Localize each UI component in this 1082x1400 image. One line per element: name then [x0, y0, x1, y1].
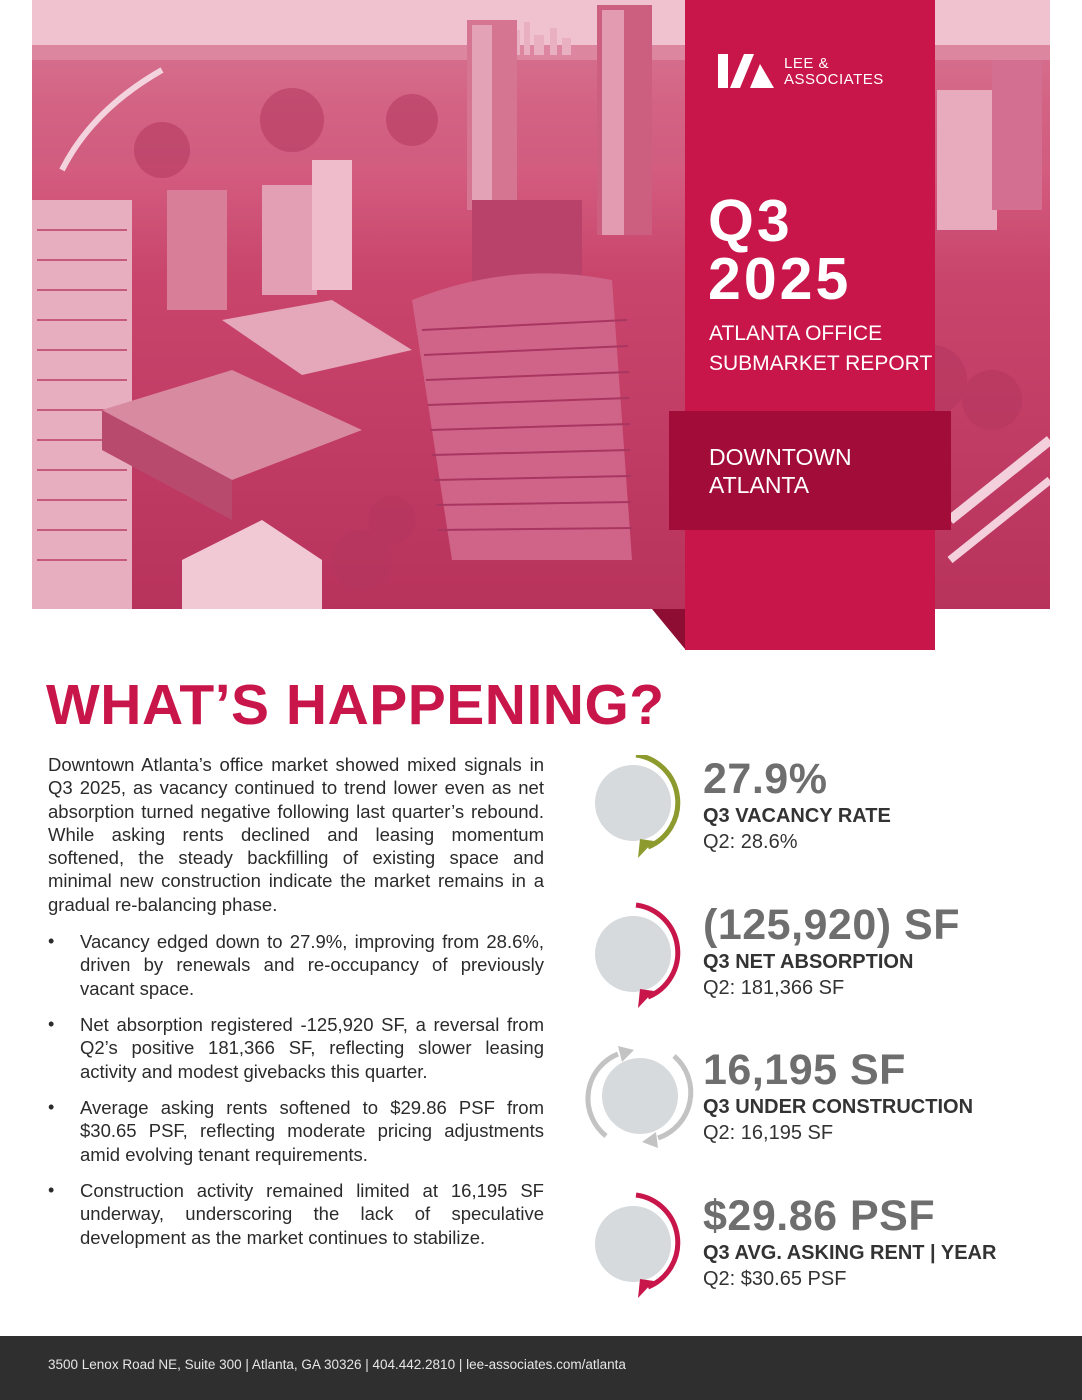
- report-year: 2025: [708, 246, 852, 312]
- stat-value: $29.86 PSF: [703, 1192, 936, 1240]
- logo-text-line1: LEE &: [784, 55, 830, 72]
- submarket-box: [669, 411, 951, 530]
- bullet-text: Average asking rents softened to $29.86 PSF from $30.65 PSF, reflecting moderate pricing adjustments amid evolving tenant requirements.: [80, 1097, 544, 1165]
- submarket-line1: DOWNTOWN: [709, 444, 852, 470]
- bullet-symbol: •: [48, 1097, 55, 1117]
- stat-vacancy-rate: [578, 755, 1058, 885]
- trend-down-arrow-icon: [578, 755, 698, 865]
- logo-mark-icon: [716, 52, 776, 92]
- stat-label: Q3 UNDER CONSTRUCTION: [703, 1096, 974, 1118]
- section-headline: WHAT’S HAPPENING?: [46, 673, 665, 737]
- logo-text-line2: ASSOCIATES: [784, 71, 884, 88]
- trend-down-arrow-icon: [578, 901, 698, 1011]
- report-title-line1: ATLANTA OFFICE: [709, 322, 883, 345]
- bullet-text: Vacancy edged down to 27.9%, improving from 28.6%, driven by renewals and re-occupancy of previously vacant space.: [80, 931, 544, 999]
- footer-contact: 3500 Lenox Road NE, Suite 300 | Atlanta, GA 30326 | 404.442.2810 | lee-associates.com/atlanta: [48, 1357, 626, 1372]
- trend-down-arrow-icon: [578, 1192, 698, 1302]
- stat-value: 27.9%: [703, 755, 828, 803]
- bullet-symbol: •: [48, 931, 55, 951]
- bullet-symbol: •: [48, 1180, 55, 1200]
- stat-label: Q3 NET ABSORPTION: [703, 951, 914, 973]
- logo-text: [784, 56, 884, 88]
- submarket-line2: ATLANTA: [709, 472, 810, 498]
- no-change-cycle-icon: [578, 1046, 698, 1156]
- stat-previous: Q2: 28.6%: [703, 831, 798, 853]
- stat-value: (125,920) SF: [703, 901, 960, 949]
- stat-asking-rent: [578, 1192, 1058, 1322]
- report-title-line2: SUBMARKET REPORT: [709, 352, 933, 375]
- bullet-text: Construction activity remained limited at 16,195 SF underway, underscoring the lack of speculative development as the market continues to stabilize.: [80, 1180, 544, 1248]
- stat-label: Q3 AVG. ASKING RENT | YEAR: [703, 1242, 997, 1264]
- panel-fold-shadow: [652, 609, 685, 649]
- bullet-symbol: •: [48, 1014, 55, 1034]
- stat-previous: Q2: 181,366 SF: [703, 977, 845, 999]
- lee-associates-logo: [716, 52, 906, 92]
- stat-under-construction: [578, 1046, 1058, 1176]
- stat-previous: Q2: 16,195 SF: [703, 1122, 834, 1144]
- stat-net-absorption: [578, 901, 1058, 1031]
- report-quarter: Q3: [708, 188, 793, 254]
- stat-label: Q3 VACANCY RATE: [703, 805, 891, 827]
- stat-previous: Q2: $30.65 PSF: [703, 1268, 847, 1290]
- bullet-text: Net absorption registered -125,920 SF, a reversal from Q2’s positive 181,366 SF, reflecting slower leasing activity and modest givebacks this quarter.: [80, 1014, 544, 1082]
- intro-paragraph: Downtown Atlanta’s office market showed mixed signals in Q3 2025, as vacancy continued to trend lower even as net absorption turned negative following last quarter’s rebound. While asking rents declined and leasing momentum softened, the steady backfilling of existing space and minimal new construction indicate the market remains in a gradual re-balancing phase.: [48, 754, 544, 915]
- stat-value: 16,195 SF: [703, 1046, 906, 1094]
- footer: [0, 1336, 1082, 1400]
